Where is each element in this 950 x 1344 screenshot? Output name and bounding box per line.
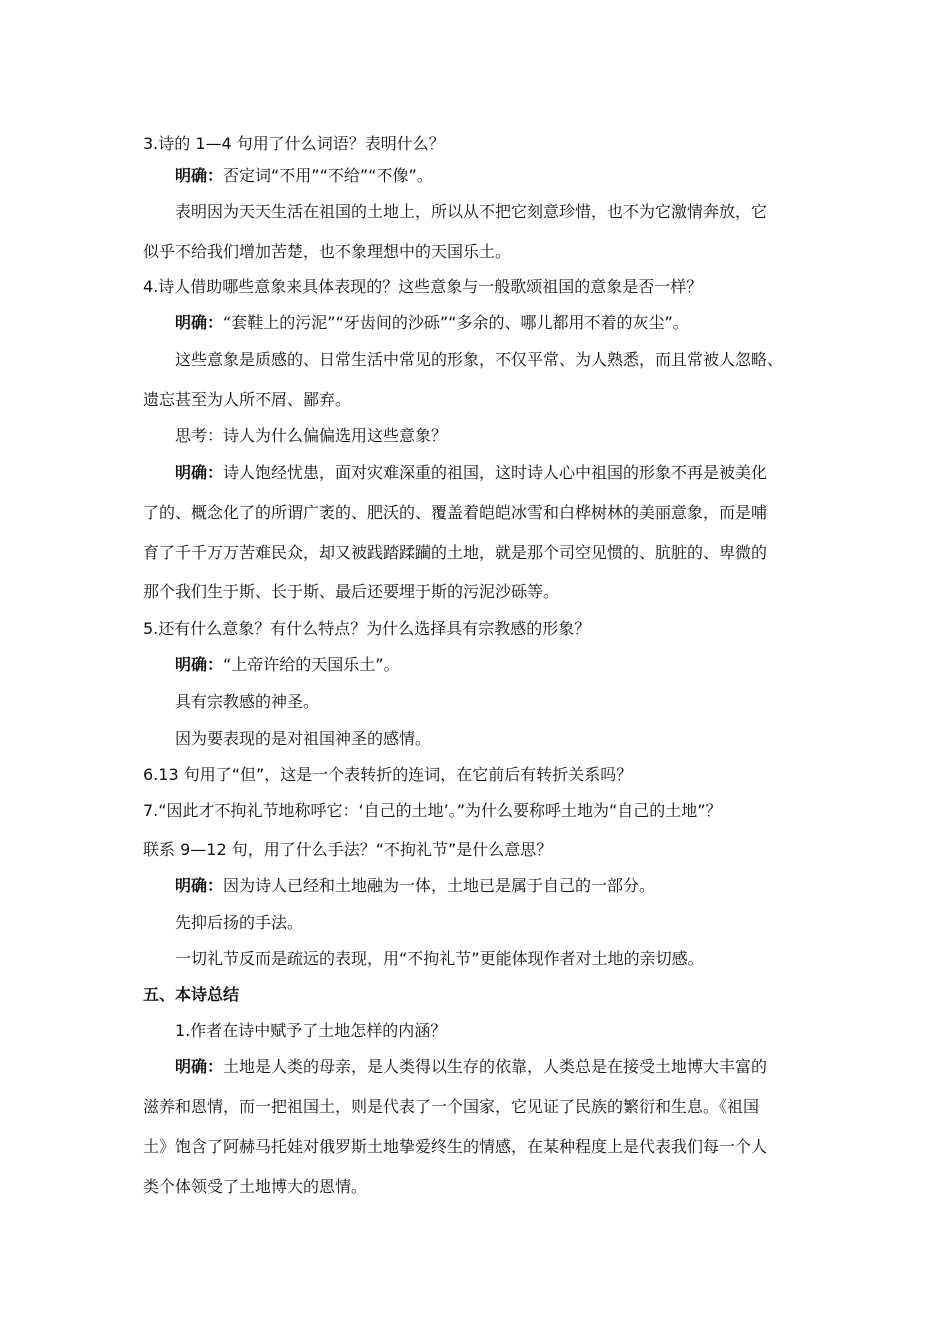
explain-5-line-2: 因为要表现的是对祖国神圣的感情。 (175, 729, 432, 748)
answer-7 (175, 876, 655, 896)
explain-5-line-1: 具有宗教感的神圣。 (175, 692, 320, 711)
explain-7-line-2: 一切礼节反而是疏远的表现，用“不拘礼节”更能体现作者对土地的亲切感。 (175, 949, 704, 968)
summary-question: 1.作者在诗中赋予了土地怎样的内涵？ (175, 1021, 447, 1040)
explain-4-line-2: 遗忘甚至为人所不屑、鄙弃。 (143, 390, 352, 409)
think-answer-line-1 (175, 463, 767, 483)
question-6: 6.13 句用了“但”，这是一个表转折的连词，在它前后有转折关系吗？ (143, 765, 633, 784)
explain-4-line-1: 这些意象是质感的、日常生活中常见的形象，不仅平常、为人熟悉，而且常被人忽略、 (175, 350, 784, 369)
answer-label: 明确： (175, 1057, 224, 1076)
question-5: 5.还有什么意象？有什么特点？为什么选择具有宗教感的形象？ (143, 619, 591, 638)
answer-label: 明确： (175, 463, 224, 482)
answer-text: 土地是人类的母亲，是人类得以生存的依靠，人类总是在接受土地博大丰富的 (223, 1057, 768, 1076)
summary-answer-line-1 (175, 1057, 767, 1077)
answer-label: 明确： (175, 655, 224, 674)
answer-label: 明确： (175, 166, 224, 185)
question-4: 4.诗人借助哪些意象来具体表现的？这些意象与一般歌颂祖国的意象是否一样？ (143, 277, 703, 296)
explain-7-line-1: 先抑后扬的手法。 (175, 913, 304, 932)
answer-label: 明确： (175, 313, 224, 332)
think-answer-line-3: 育了千千万万苦难民众，却又被践踏蹂躏的土地，就是那个司空见惯的、肮脏的、卑微的 (143, 543, 768, 562)
summary-answer-line-3: 土》饱含了阿赫马托娃对俄罗斯土地挚爱终生的情感，在某种程度上是代表我们每一个人 (143, 1137, 768, 1156)
explain-3-line-1: 表明因为天天生活在祖国的土地上，所以从不把它刻意珍惜，也不为它激情奔放，它 (175, 202, 768, 221)
summary-answer-line-2: 滋养和恩情，而一把祖国土，则是代表了一个国家，它见证了民族的繁衍和生息。《祖国 (143, 1097, 760, 1116)
answer-text: “上帝许给的天国乐土”。 (223, 655, 400, 674)
think-answer-line-4: 那个我们生于斯、长于斯、最后还要埋于斯的污泥沙砾等。 (143, 582, 560, 601)
summary-answer-line-4: 类个体领受了土地博大的恩情。 (143, 1177, 368, 1196)
section-heading: 五、本诗总结 (143, 985, 240, 1004)
answer-4 (175, 313, 689, 333)
answer-label: 明确： (175, 876, 224, 895)
think-answer-line-2: 了的、概念化了的所谓广袤的、肥沃的、覆盖着皑皑冰雪和白桦树林的美丽意象，而是哺 (143, 503, 768, 522)
explain-3-line-2: 似乎不给我们增加苦楚，也不象理想中的天国乐土。 (143, 242, 512, 261)
answer-text: “套鞋上的污泥”“牙齿间的沙砾”“多余的、哪儿都用不着的灰尘”。 (223, 313, 689, 332)
think-question: 思考：诗人为什么偏偏选用这些意象？ (175, 426, 448, 445)
answer-3 (175, 166, 433, 186)
answer-text: 因为诗人已经和土地融为一体，土地已是属于自己的一部分。 (223, 876, 656, 895)
question-7-line-2: 联系 9—12 句，用了什么手法？“不拘礼节”是什么意思？ (143, 840, 553, 859)
answer-text: 否定词“不用”“不给”“不像”。 (223, 166, 433, 185)
question-3: 3.诗的 1—4 句用了什么词语？表明什么？ (143, 134, 445, 153)
question-7-line-1: 7.“因此才不拘礼节地称呼它：‘自己的土地’。”为什么要称呼土地为“自己的土地”？ (143, 801, 722, 820)
answer-text: 诗人饱经忧患，面对灾难深重的祖国，这时诗人心中祖国的形象不再是被美化 (223, 463, 768, 482)
answer-5 (175, 655, 400, 675)
